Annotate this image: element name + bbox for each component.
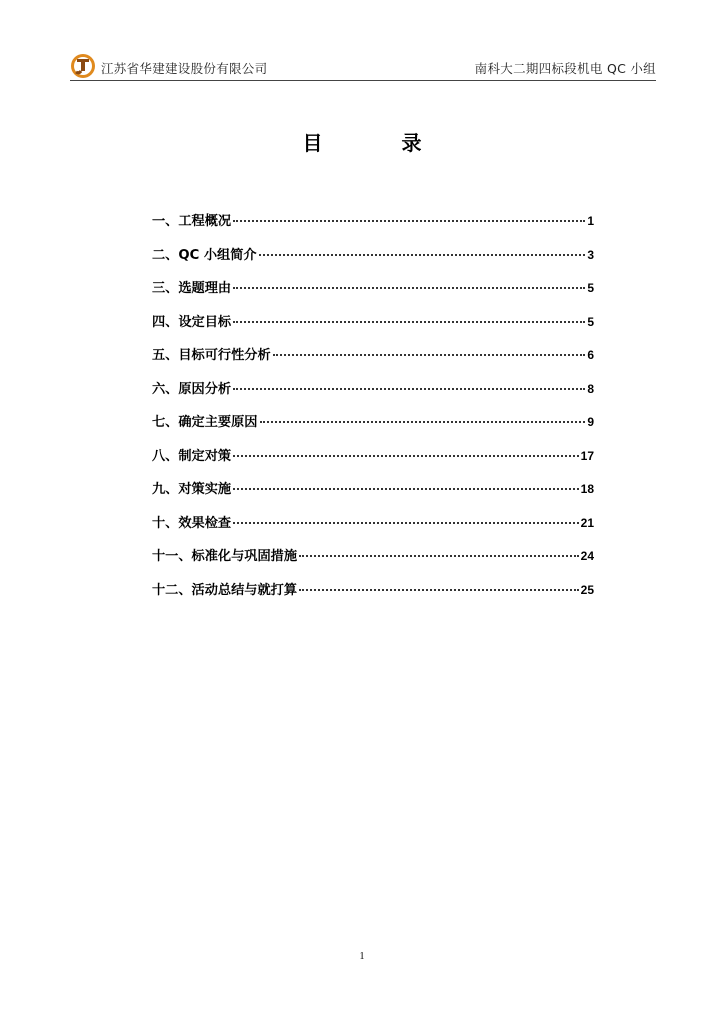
toc-leader-dots: [233, 455, 579, 457]
toc-leader-dots: [233, 388, 585, 390]
toc-entry[interactable]: [152, 244, 594, 278]
toc-leader-dots: [233, 220, 585, 222]
toc-entry-label: 九、对策实施: [152, 482, 232, 497]
toc-leader-dots: [259, 254, 586, 256]
toc-entry[interactable]: [152, 445, 594, 479]
toc-entry-label: 十二、活动总结与就打算: [152, 582, 298, 598]
toc-entry-label: 三、选题理由: [152, 281, 232, 296]
table-of-contents: [152, 210, 594, 612]
toc-entry-page: 21: [580, 515, 594, 530]
project-name: 南科大二期四标段机电 QC 小组: [474, 61, 656, 76]
toc-entry-label: 一、工程概况: [152, 214, 232, 229]
toc-entry-page: 18: [580, 482, 594, 496]
toc-entry-page: 5: [587, 314, 594, 329]
toc-leader-dots: [273, 354, 586, 356]
toc-entry[interactable]: [152, 411, 594, 445]
toc-entry-page: 3: [587, 247, 594, 262]
toc-entry[interactable]: [152, 311, 594, 345]
page-number: 1: [359, 951, 365, 962]
toc-entry-label: 八、制定对策: [152, 448, 232, 464]
toc-entry-page: 8: [587, 381, 594, 396]
toc-leader-dots: [299, 589, 579, 591]
toc-entry-label: 六、原因分析: [152, 381, 232, 397]
toc-entry-label: 十一、标准化与巩固措施: [152, 549, 298, 564]
toc-leader-dots: [233, 488, 579, 490]
company-logo-icon: [70, 53, 96, 79]
toc-entry[interactable]: [152, 478, 594, 512]
page-header: [70, 52, 656, 81]
toc-entry[interactable]: [152, 378, 594, 412]
toc-entry-page: 17: [580, 448, 594, 463]
toc-entry[interactable]: [152, 512, 594, 546]
company-name: 江苏省华建建设股份有限公司: [101, 61, 268, 76]
toc-entry-label: 十、效果检查: [152, 515, 232, 531]
toc-leader-dots: [233, 522, 579, 524]
toc-entry-label: 五、目标可行性分析: [152, 348, 271, 363]
toc-entry-page: 5: [587, 281, 594, 295]
toc-entry[interactable]: [152, 545, 594, 579]
toc-entry-page: 1: [587, 214, 594, 228]
toc-leader-dots: [260, 421, 586, 423]
toc-entry-label: 二、QC 小组简介: [152, 247, 257, 263]
toc-entry-page: 9: [587, 415, 594, 429]
toc-leader-dots: [233, 287, 585, 289]
toc-entry[interactable]: [152, 579, 594, 613]
toc-entry[interactable]: [152, 344, 594, 378]
toc-entry-label: 四、设定目标: [152, 314, 232, 330]
toc-leader-dots: [299, 555, 579, 557]
toc-entry-page: 24: [580, 549, 594, 563]
toc-entry[interactable]: [152, 210, 594, 244]
toc-entry-page: 25: [580, 582, 594, 597]
toc-leader-dots: [233, 321, 585, 323]
toc-entry[interactable]: [152, 277, 594, 311]
toc-entry-page: 6: [587, 348, 594, 362]
page-title: 目 录: [302, 131, 458, 155]
toc-entry-label: 七、确定主要原因: [152, 415, 258, 430]
